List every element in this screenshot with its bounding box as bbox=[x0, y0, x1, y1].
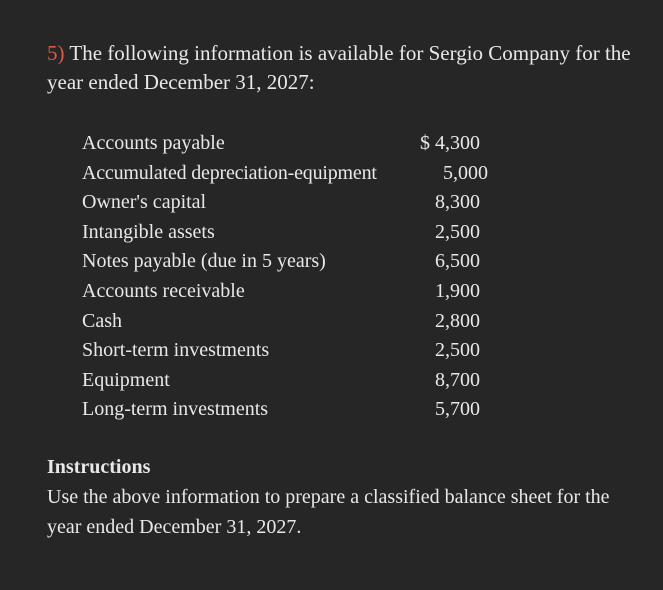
account-amount: $ 4,300 bbox=[420, 132, 480, 154]
list-item bbox=[82, 277, 502, 307]
list-item bbox=[82, 218, 502, 248]
list-item bbox=[82, 129, 502, 159]
account-amount: 8,700 bbox=[435, 368, 480, 391]
instructions-heading: Instructions bbox=[47, 456, 151, 478]
account-name: Cash bbox=[82, 309, 122, 332]
account-name: Short-term investments bbox=[82, 339, 270, 362]
account-amount: 1,900 bbox=[435, 279, 480, 302]
account-list bbox=[82, 129, 502, 425]
account-amount: 2,500 bbox=[435, 220, 480, 243]
list-item bbox=[82, 366, 502, 396]
question-text bbox=[47, 39, 647, 97]
list-item bbox=[82, 188, 502, 218]
list-item bbox=[82, 247, 502, 277]
account-amount: 2,500 bbox=[435, 339, 480, 362]
account-name: Equipment bbox=[82, 368, 170, 391]
question-number: 5) bbox=[47, 41, 65, 65]
list-item bbox=[82, 159, 502, 189]
account-name: Accumulated depreciation-equipment bbox=[82, 161, 377, 184]
list-item bbox=[82, 395, 502, 425]
account-name: Owner's capital bbox=[82, 191, 207, 214]
question-body: The following information is available for Sergio Company for the year ended December 31, 2027: bbox=[47, 41, 631, 94]
account-amount: 8,300 bbox=[435, 191, 480, 214]
list-item bbox=[82, 336, 502, 366]
account-amount: 5,000 bbox=[443, 161, 488, 184]
account-name: Intangible assets bbox=[82, 220, 215, 243]
account-amount: 5,700 bbox=[435, 398, 480, 421]
instructions-text: Use the above information to prepare a classified balance sheet for the year ended December 31, 2027. bbox=[47, 486, 610, 538]
account-name: Notes payable (due in 5 years) bbox=[82, 250, 326, 273]
account-amount: 6,500 bbox=[435, 250, 480, 273]
account-name: Accounts payable bbox=[82, 132, 225, 154]
list-item bbox=[82, 307, 502, 337]
account-amount: 2,800 bbox=[435, 309, 480, 332]
account-name: Accounts receivable bbox=[82, 279, 245, 302]
account-name: Long-term investments bbox=[82, 398, 269, 421]
